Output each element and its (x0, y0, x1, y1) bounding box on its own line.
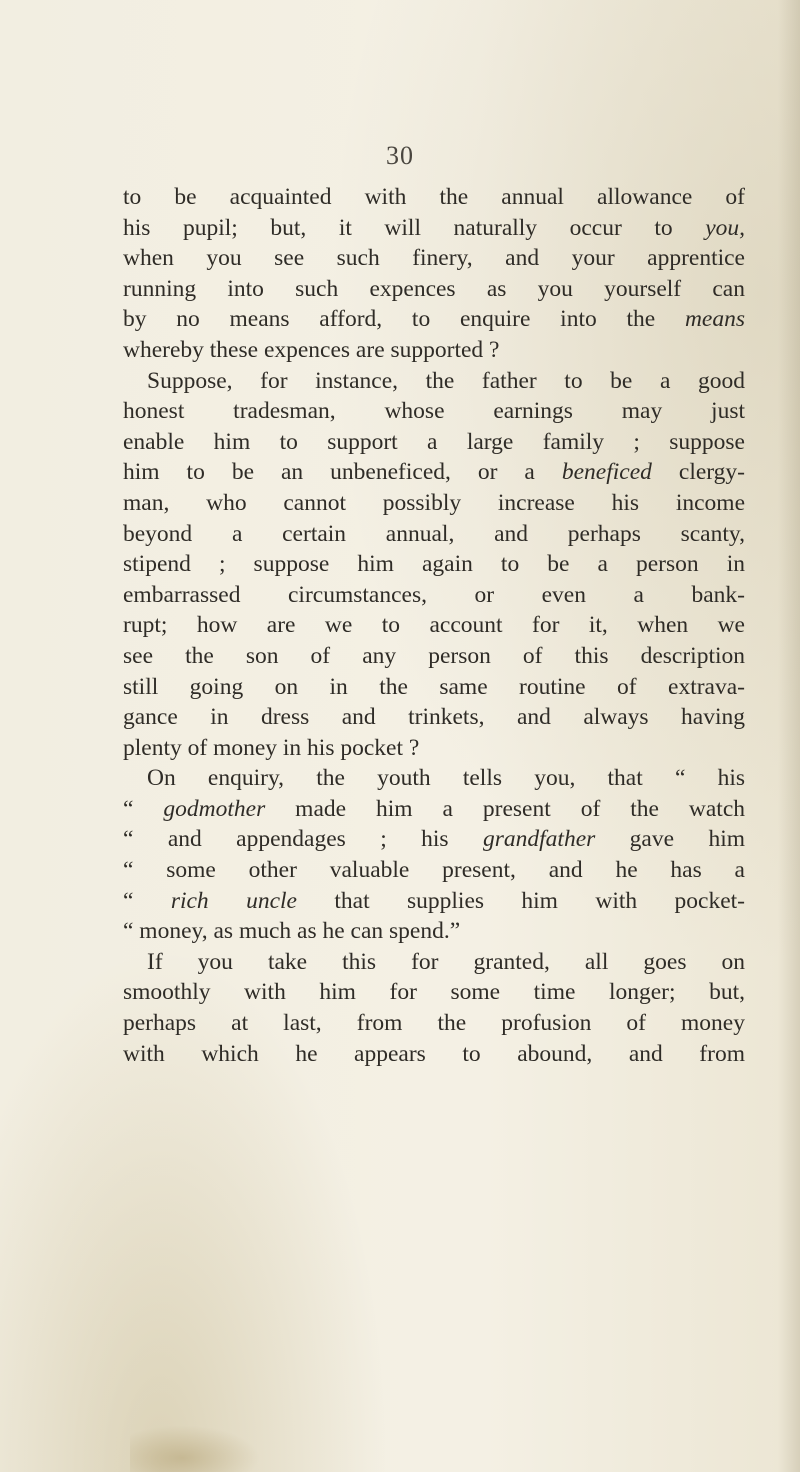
italic-text: godmother (163, 795, 266, 822)
text-segment: honest tradesman, whose earnings may just (123, 398, 745, 425)
text-line (123, 274, 745, 305)
text-segment: that supplies him with pocket- (296, 887, 745, 914)
body-text (123, 182, 745, 1069)
text-segment: embarrassed circumstances, or even a bank- (123, 581, 745, 608)
text-segment: If you take this for granted, all goes on (147, 948, 745, 975)
text-segment: “ (123, 795, 164, 822)
italic-text: means (684, 306, 745, 333)
text-segment: perhaps at last, from the profusion of money (123, 1010, 745, 1037)
text-segment: see the son of any person of this description (123, 642, 745, 669)
text-line (123, 947, 745, 978)
text-line (123, 855, 745, 886)
text-line (123, 733, 745, 764)
text-line (123, 824, 745, 855)
text-line (123, 763, 745, 794)
text-segment: “ money, as much as he can spend.” (123, 918, 461, 945)
text-line (123, 213, 745, 244)
text-line (123, 916, 745, 947)
page-number: 30 (386, 141, 414, 170)
text-line (123, 549, 745, 580)
text-segment: “ and appendages ; his (123, 826, 483, 853)
italic-text: grandfather (482, 826, 596, 853)
text-segment: plenty of money in his pocket ? (123, 734, 420, 761)
italic-text: rich uncle (170, 887, 297, 914)
text-segment: Suppose, for instance, the father to be a good (147, 367, 745, 394)
text-line (123, 427, 745, 458)
text-line (123, 182, 745, 213)
text-segment: rupt; how are we to account for it, when we (123, 612, 745, 639)
text-line (123, 641, 745, 672)
text-segment: when you see such finery, and your apprentice (123, 245, 745, 272)
text-line (123, 580, 745, 611)
text-line (123, 1008, 745, 1039)
text-segment: smoothly with him for some time longer; but, (123, 979, 745, 1006)
text-segment: still going on in the same routine of extrava- (123, 673, 745, 700)
text-line (123, 366, 745, 397)
text-segment: made him a present of the watch (265, 795, 745, 822)
text-line (123, 794, 745, 825)
text-line (123, 672, 745, 703)
text-segment: by no means afford, to enquire into the (123, 306, 685, 333)
text-segment: whereby these expences are supported ? (123, 336, 500, 363)
text-line (123, 610, 745, 641)
text-segment: gance in dress and trinkets, and always having (123, 704, 745, 731)
text-line (123, 977, 745, 1008)
text-line (123, 886, 745, 917)
italic-text: beneficed (561, 459, 652, 486)
text-segment: him to be an unbeneficed, or a (123, 459, 562, 486)
text-segment: running into such expences as you yourself can (123, 275, 745, 302)
paper-stain (130, 1425, 260, 1472)
text-segment: “ (123, 887, 171, 914)
text-segment: On enquiry, the youth tells you, that “ his (147, 765, 745, 792)
text-line (123, 396, 745, 427)
text-line (123, 702, 745, 733)
text-line (123, 1039, 745, 1070)
text-line (123, 335, 745, 366)
page-edge-shadow (778, 0, 800, 1472)
text-segment: “ some other valuable present, and he has a (123, 857, 745, 884)
text-segment: with which he appears to abound, and from (123, 1040, 745, 1067)
text-segment: to be acquainted with the annual allowance of (123, 184, 745, 210)
text-segment: gave him (595, 826, 745, 853)
text-line (123, 519, 745, 550)
text-segment: his pupil; but, it will naturally occur to (123, 214, 706, 241)
text-segment: clergy- (651, 459, 745, 486)
text-segment: stipend ; suppose him again to be a person in (123, 551, 745, 578)
text-segment: enable him to support a large family ; suppose (123, 428, 745, 455)
italic-text: you, (705, 214, 745, 241)
text-line (123, 243, 745, 274)
text-line (123, 304, 745, 335)
text-line (123, 457, 745, 488)
text-segment: beyond a certain annual, and perhaps scanty, (123, 520, 745, 547)
text-line (123, 488, 745, 519)
text-segment: man, who cannot possibly increase his income (123, 489, 745, 516)
